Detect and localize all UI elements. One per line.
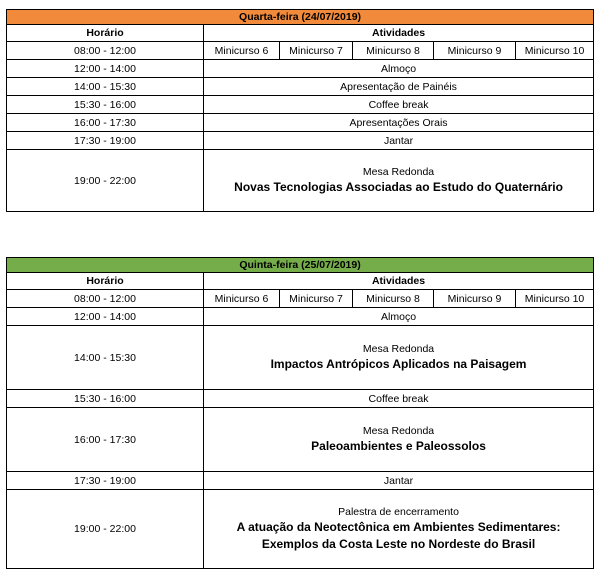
minicurso-cell: Minicurso 7: [280, 290, 353, 308]
column-header-activities: Atividades: [204, 25, 594, 42]
time-cell: 17:30 - 19:00: [7, 132, 204, 150]
round-table-cell: [204, 150, 594, 212]
column-header-time: Horário: [7, 25, 204, 42]
session-type-label: Mesa Redonda: [362, 425, 435, 437]
activity-cell: Jantar: [204, 472, 594, 490]
time-cell: 15:30 - 16:00: [7, 390, 204, 408]
time-cell: 15:30 - 16:00: [7, 96, 204, 114]
session-title: Impactos Antrópicos Aplicados na Paisagem: [270, 357, 527, 371]
time-cell: 19:00 - 22:00: [7, 150, 204, 212]
activity-cell: Almoço: [204, 60, 594, 78]
day-title: Quarta-feira (24/07/2019): [7, 10, 594, 25]
minicurso-cell: Minicurso 9: [434, 290, 516, 308]
closing-lecture-cell: [204, 490, 594, 569]
activity-cell: Apresentação de Painéis: [204, 78, 594, 96]
minicurso-cell: Minicurso 10: [516, 42, 594, 60]
activity-cell: Almoço: [204, 308, 594, 326]
time-cell: 14:00 - 15:30: [7, 78, 204, 96]
activity-cell: Apresentações Orais: [204, 114, 594, 132]
minicurso-cell: Minicurso 8: [353, 290, 434, 308]
minicurso-cell: Minicurso 6: [204, 42, 280, 60]
column-header-activities: Atividades: [204, 273, 594, 290]
time-cell: 12:00 - 14:00: [7, 308, 204, 326]
time-cell: 16:00 - 17:30: [7, 408, 204, 472]
time-cell: 19:00 - 22:00: [7, 490, 204, 569]
activity-cell: Coffee break: [204, 390, 594, 408]
time-cell: 17:30 - 19:00: [7, 472, 204, 490]
activity-cell: Jantar: [204, 132, 594, 150]
minicurso-cell: Minicurso 10: [516, 290, 594, 308]
time-cell: 08:00 - 12:00: [7, 290, 204, 308]
round-table-cell: [204, 408, 594, 472]
session-title: Novas Tecnologias Associadas ao Estudo do Quaternário: [234, 180, 563, 194]
column-header-time: Horário: [7, 273, 204, 290]
round-table-cell: [204, 326, 594, 390]
session-title: Paleoambientes e Paleossolos: [311, 439, 486, 453]
minicurso-cell: Minicurso 8: [353, 42, 434, 60]
schedule-table-day2: [6, 257, 594, 569]
time-cell: 12:00 - 14:00: [7, 60, 204, 78]
time-cell: 16:00 - 17:30: [7, 114, 204, 132]
time-cell: 08:00 - 12:00: [7, 42, 204, 60]
activity-cell: Coffee break: [204, 96, 594, 114]
time-cell: 14:00 - 15:30: [7, 326, 204, 390]
day-title: Quinta-feira (25/07/2019): [7, 258, 594, 273]
session-title-line-1: A atuação da Neotectônica em Ambientes Sedimentares:: [236, 520, 561, 534]
session-type-label: Palestra de encerramento: [338, 506, 459, 518]
session-title-line-2: Exemplos da Costa Leste no Nordeste do Brasil: [261, 537, 536, 551]
schedule-table-day1: [6, 9, 594, 212]
session-type-label: Mesa Redonda: [362, 343, 435, 355]
minicurso-cell: Minicurso 6: [204, 290, 280, 308]
minicurso-cell: Minicurso 9: [434, 42, 516, 60]
session-type-label: Mesa Redonda: [362, 166, 435, 178]
minicurso-cell: Minicurso 7: [280, 42, 353, 60]
